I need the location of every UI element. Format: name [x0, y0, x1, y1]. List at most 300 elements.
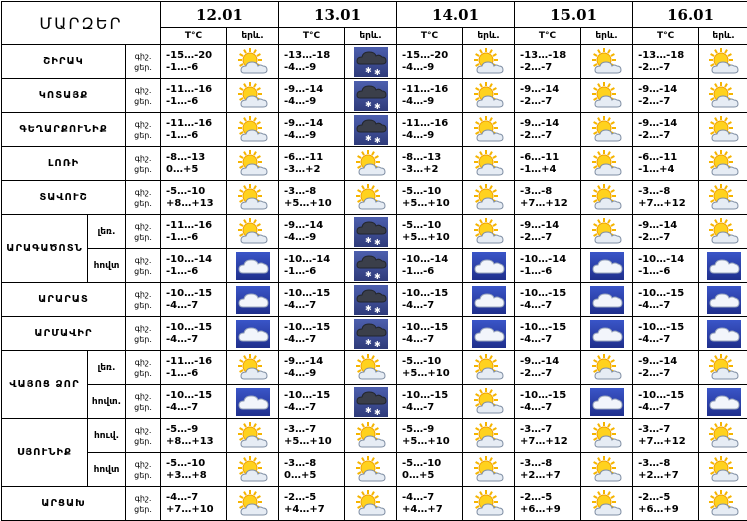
day-temperature: +7…+12: [638, 198, 686, 209]
sun-cloud-icon: [227, 82, 278, 110]
day-label: ցեր.: [134, 233, 152, 242]
night-temperature: -5…-10: [402, 186, 441, 197]
temperature-cell: [633, 181, 699, 215]
day-temperature: -4…-7: [166, 402, 198, 413]
night-temperature: -3…-8: [520, 186, 552, 197]
time-of-day: [126, 79, 161, 113]
night-temperature: -10…-15: [520, 322, 566, 333]
temperature-cell: [633, 249, 699, 283]
temperature-cell: [279, 453, 345, 487]
temperature-cell: [515, 487, 581, 521]
snow-cloud-icon: [345, 251, 396, 281]
temperature-cell: [515, 113, 581, 147]
night-temperature: -11…-16: [402, 118, 448, 129]
day-label: ցեր.: [134, 165, 152, 174]
weather-cell: [699, 351, 747, 385]
temperature-cell: [515, 249, 581, 283]
night-temperature: -5…-10: [402, 458, 441, 469]
table-row: [2, 113, 747, 147]
day-label: ցեր.: [134, 403, 152, 412]
day-temperature: -2…-7: [520, 96, 552, 107]
temperature-cell: [515, 283, 581, 317]
temperature-cell: [161, 419, 227, 453]
svg-text:✱: ✱: [374, 340, 381, 349]
subregion-name: հուվ.: [88, 419, 126, 453]
day-temperature: -4…-9: [284, 232, 316, 243]
region-name: ԱՐԱՐԱՏ: [2, 283, 126, 317]
subregion-name: հովտ: [88, 249, 126, 283]
day-temperature: +2…+7: [520, 470, 561, 481]
weather-cell: [345, 45, 397, 79]
weather-cell: [345, 317, 397, 351]
night-label: գիշ.: [135, 392, 152, 401]
sun-cloud-icon: [581, 48, 632, 76]
sun-cloud-icon: [699, 456, 747, 484]
phenomenon-header: երև.: [699, 28, 747, 45]
temperature-cell: [397, 147, 463, 181]
day-temperature: -1…+4: [520, 164, 556, 175]
region-name: ՏԱՎՈՒՇ: [2, 181, 126, 215]
subregion-name: լեռ.: [88, 351, 126, 385]
night-temperature: -10…-15: [166, 390, 212, 401]
table-row: [2, 147, 747, 181]
day-temperature: 0…+5: [284, 470, 316, 481]
table-row: [2, 487, 747, 521]
region-name: ՇԻՐԱԿ: [2, 45, 126, 79]
temperature-cell: [633, 283, 699, 317]
weather-cell: [581, 283, 633, 317]
night-temperature: -13…-18: [284, 50, 330, 61]
night-label: գիշ.: [135, 52, 152, 61]
cloud-icon: [227, 388, 278, 416]
weather-cell: [581, 453, 633, 487]
temperature-cell: [515, 45, 581, 79]
night-label: գիշ.: [135, 120, 152, 129]
temperature-cell: [279, 45, 345, 79]
temperature-cell: [161, 351, 227, 385]
weather-cell: [699, 147, 747, 181]
sun-cloud-icon: [699, 150, 747, 178]
night-temperature: -4…-7: [166, 492, 198, 503]
snow-cloud-icon: [345, 387, 396, 417]
night-temperature: -5…-10: [402, 356, 441, 367]
phenomenon-header: երև.: [345, 28, 397, 45]
date-header-row: [2, 2, 747, 28]
weather-cell: [699, 385, 747, 419]
temperature-header: T°C: [397, 28, 463, 45]
night-temperature: -3…-8: [520, 458, 552, 469]
day-temperature: +5…+10: [402, 436, 450, 447]
temperature-cell: [161, 487, 227, 521]
temperature-cell: [515, 147, 581, 181]
sun-cloud-icon: [463, 116, 514, 144]
table-row: [2, 453, 747, 487]
night-temperature: -10…-15: [284, 390, 330, 401]
weather-cell: [227, 351, 279, 385]
night-temperature: -11…-16: [166, 220, 212, 231]
night-temperature: -11…-16: [166, 84, 212, 95]
night-temperature: -2…-5: [284, 492, 316, 503]
cloud-icon: [699, 388, 747, 416]
cloud-icon: [227, 320, 278, 348]
night-label: գիշ.: [135, 324, 152, 333]
region-name: ԱՐՑԱԽ: [2, 487, 126, 521]
weather-cell: [227, 249, 279, 283]
sun-cloud-icon: [463, 490, 514, 518]
night-temperature: -10…-15: [520, 288, 566, 299]
svg-text:✱: ✱: [365, 134, 372, 143]
day-temperature: +4…+7: [284, 504, 325, 515]
day-temperature: -1…-6: [402, 266, 434, 277]
weather-cell: [345, 181, 397, 215]
weather-cell: [581, 419, 633, 453]
time-of-day: [126, 147, 161, 181]
day-temperature: -1…-6: [638, 266, 670, 277]
night-temperature: -10…-15: [284, 288, 330, 299]
day-temperature: +5…+10: [284, 436, 332, 447]
sun-cloud-icon: [581, 354, 632, 382]
table-row: [2, 385, 747, 419]
subregion-name: հովտ.: [88, 385, 126, 419]
night-temperature: -9…-14: [284, 220, 323, 231]
region-name: ԱՐԱԳԱԾՈՏՆ: [2, 215, 88, 283]
time-of-day: [126, 453, 161, 487]
weather-cell: [581, 113, 633, 147]
night-temperature: -5…-9: [402, 424, 434, 435]
day-temperature: +7…+12: [520, 198, 568, 209]
sun-cloud-icon: [463, 354, 514, 382]
day-label: ցեր.: [134, 301, 152, 310]
temperature-cell: [397, 249, 463, 283]
weather-cell: [581, 45, 633, 79]
temperature-cell: [161, 317, 227, 351]
cloud-icon: [463, 252, 514, 280]
time-of-day: [126, 385, 161, 419]
sun-cloud-icon: [699, 354, 747, 382]
snow-cloud-icon: [345, 217, 396, 247]
day-temperature: -1…-6: [166, 368, 198, 379]
weather-cell: [463, 147, 515, 181]
weather-cell: [345, 351, 397, 385]
region-name: ՍՅՈՒՆԻՔ: [2, 419, 88, 487]
region-name: ԼՈՌԻ: [2, 147, 126, 181]
night-temperature: -2…-5: [638, 492, 670, 503]
weather-cell: [227, 79, 279, 113]
sun-cloud-icon: [581, 490, 632, 518]
temperature-cell: [515, 317, 581, 351]
day-temperature: -2…-7: [638, 232, 670, 243]
night-temperature: -10…-15: [402, 390, 448, 401]
temperature-cell: [397, 351, 463, 385]
day-temperature: -4…-9: [284, 96, 316, 107]
temperature-cell: [161, 283, 227, 317]
sun-cloud-icon: [463, 422, 514, 450]
weather-cell: [699, 79, 747, 113]
day-temperature: -4…-7: [638, 300, 670, 311]
time-of-day: [126, 283, 161, 317]
day-temperature: -4…-7: [166, 334, 198, 345]
cloud-icon: [699, 320, 747, 348]
weather-cell: [345, 79, 397, 113]
date-header: 16.01: [633, 2, 747, 28]
table-row: [2, 181, 747, 215]
temperature-header: T°C: [633, 28, 699, 45]
temperature-cell: [279, 385, 345, 419]
day-temperature: +7…+10: [166, 504, 214, 515]
sun-cloud-icon: [345, 490, 396, 518]
weather-cell: [345, 113, 397, 147]
sun-cloud-icon: [581, 218, 632, 246]
weather-cell: [581, 147, 633, 181]
night-label: գիշ.: [135, 494, 152, 503]
weather-cell: [345, 283, 397, 317]
night-label: գիշ.: [135, 86, 152, 95]
weather-cell: [463, 215, 515, 249]
day-temperature: -4…-7: [402, 334, 434, 345]
cloud-icon: [581, 388, 632, 416]
region-name: ԱՐՄԱՎԻՐ: [2, 317, 126, 351]
weather-cell: [699, 215, 747, 249]
sun-cloud-icon: [345, 184, 396, 212]
temperature-cell: [161, 79, 227, 113]
sun-cloud-icon: [227, 184, 278, 212]
temperature-cell: [515, 419, 581, 453]
temperature-cell: [397, 283, 463, 317]
night-temperature: -15…-20: [402, 50, 448, 61]
night-temperature: -5…-10: [402, 220, 441, 231]
weather-cell: [227, 215, 279, 249]
weather-cell: [463, 79, 515, 113]
sun-cloud-icon: [463, 184, 514, 212]
day-temperature: -2…-7: [638, 96, 670, 107]
day-temperature: +6…+9: [638, 504, 679, 515]
day-temperature: -4…-9: [402, 130, 434, 141]
day-temperature: -4…-7: [402, 300, 434, 311]
weather-cell: [227, 419, 279, 453]
weather-cell: [463, 351, 515, 385]
night-temperature: -9…-14: [284, 356, 323, 367]
night-label: գիշ.: [135, 426, 152, 435]
weather-cell: [345, 453, 397, 487]
day-temperature: -1…-6: [166, 62, 198, 73]
sun-cloud-icon: [581, 150, 632, 178]
temperature-cell: [633, 317, 699, 351]
sun-cloud-icon: [227, 218, 278, 246]
svg-text:✱: ✱: [365, 338, 372, 347]
weather-cell: [699, 113, 747, 147]
sun-cloud-icon: [699, 116, 747, 144]
weather-cell: [699, 45, 747, 79]
night-temperature: -8…-13: [402, 152, 441, 163]
temperature-cell: [279, 79, 345, 113]
day-temperature: +5…+10: [402, 232, 450, 243]
cloud-icon: [581, 320, 632, 348]
temperature-cell: [633, 79, 699, 113]
svg-text:✱: ✱: [374, 408, 381, 417]
time-of-day: [126, 215, 161, 249]
temperature-cell: [633, 351, 699, 385]
temperature-cell: [279, 215, 345, 249]
subregion-name: լեռ.: [88, 215, 126, 249]
temperature-cell: [633, 419, 699, 453]
day-temperature: -3…+2: [402, 164, 438, 175]
weather-cell: [463, 45, 515, 79]
svg-text:✱: ✱: [374, 238, 381, 247]
date-header: 15.01: [515, 2, 633, 28]
forecast-table: [1, 1, 747, 521]
cloud-icon: [463, 320, 514, 348]
weather-cell: [227, 487, 279, 521]
night-temperature: -5…-10: [166, 186, 205, 197]
sun-cloud-icon: [581, 456, 632, 484]
temperature-cell: [279, 283, 345, 317]
sun-cloud-icon: [699, 490, 747, 518]
day-temperature: -4…-7: [402, 402, 434, 413]
temperature-cell: [161, 113, 227, 147]
weather-cell: [699, 249, 747, 283]
weather-cell: [699, 487, 747, 521]
date-header: 14.01: [397, 2, 515, 28]
weather-cell: [227, 45, 279, 79]
night-temperature: -9…-14: [284, 84, 323, 95]
svg-text:✱: ✱: [365, 66, 372, 75]
day-temperature: -4…-7: [520, 334, 552, 345]
temperature-cell: [633, 45, 699, 79]
night-temperature: -10…-15: [520, 390, 566, 401]
temperature-cell: [633, 385, 699, 419]
cloud-icon: [699, 286, 747, 314]
svg-text:✱: ✱: [374, 272, 381, 281]
time-of-day: [126, 419, 161, 453]
temperature-cell: [633, 147, 699, 181]
day-temperature: -4…-7: [284, 300, 316, 311]
temperature-cell: [161, 453, 227, 487]
weather-cell: [581, 181, 633, 215]
table-row: [2, 45, 747, 79]
weather-cell: [227, 283, 279, 317]
night-temperature: -9…-14: [638, 84, 677, 95]
night-temperature: -9…-14: [520, 356, 559, 367]
night-temperature: -10…-14: [402, 254, 448, 265]
weather-cell: [227, 317, 279, 351]
sun-cloud-icon: [345, 150, 396, 178]
time-of-day: [126, 317, 161, 351]
day-temperature: -4…-7: [284, 334, 316, 345]
weather-cell: [463, 385, 515, 419]
weather-cell: [227, 385, 279, 419]
temperature-cell: [397, 419, 463, 453]
sun-cloud-icon: [581, 422, 632, 450]
temperature-cell: [397, 45, 463, 79]
day-label: ցեր.: [134, 471, 152, 480]
svg-text:✱: ✱: [374, 136, 381, 145]
weather-cell: [463, 113, 515, 147]
weather-cell: [463, 181, 515, 215]
sun-cloud-icon: [581, 184, 632, 212]
time-of-day: [126, 249, 161, 283]
region-name: ՎԱՅՈՑ ՁՈՐ: [2, 351, 88, 419]
weather-cell: [463, 249, 515, 283]
sun-cloud-icon: [463, 48, 514, 76]
day-temperature: -2…-7: [638, 62, 670, 73]
weather-cell: [345, 487, 397, 521]
day-temperature: -4…-7: [166, 300, 198, 311]
date-header: 12.01: [161, 2, 279, 28]
day-temperature: +7…+12: [520, 436, 568, 447]
weather-cell: [581, 317, 633, 351]
table-row: [2, 215, 747, 249]
temperature-cell: [279, 317, 345, 351]
table-row: [2, 317, 747, 351]
svg-text:✱: ✱: [374, 102, 381, 111]
night-temperature: -5…-10: [166, 458, 205, 469]
temperature-cell: [279, 351, 345, 385]
weather-cell: [227, 113, 279, 147]
day-temperature: -1…-6: [284, 266, 316, 277]
night-temperature: -6…-11: [638, 152, 677, 163]
night-temperature: -4…-7: [402, 492, 434, 503]
temperature-cell: [397, 385, 463, 419]
weather-cell: [463, 487, 515, 521]
weather-cell: [463, 453, 515, 487]
temperature-cell: [633, 453, 699, 487]
temperature-cell: [397, 487, 463, 521]
cloud-icon: [463, 286, 514, 314]
temperature-cell: [515, 181, 581, 215]
sun-cloud-icon: [699, 184, 747, 212]
night-temperature: -3…-7: [284, 424, 316, 435]
sun-cloud-icon: [345, 422, 396, 450]
time-of-day: [126, 45, 161, 79]
temperature-cell: [397, 181, 463, 215]
table-row: [2, 419, 747, 453]
day-temperature: -1…+4: [638, 164, 674, 175]
night-temperature: -9…-14: [638, 356, 677, 367]
temperature-cell: [397, 113, 463, 147]
temperature-cell: [161, 249, 227, 283]
night-temperature: -13…-18: [638, 50, 684, 61]
day-temperature: -2…-7: [520, 232, 552, 243]
day-temperature: -3…+2: [284, 164, 320, 175]
svg-text:✱: ✱: [365, 406, 372, 415]
table-row: [2, 351, 747, 385]
sun-cloud-icon: [699, 82, 747, 110]
day-temperature: -1…-6: [166, 96, 198, 107]
night-label: գիշ.: [135, 154, 152, 163]
sun-cloud-icon: [227, 456, 278, 484]
night-temperature: -11…-16: [166, 356, 212, 367]
night-temperature: -3…-7: [520, 424, 552, 435]
day-label: ցեր.: [134, 335, 152, 344]
night-temperature: -3…-8: [284, 186, 316, 197]
weather-cell: [699, 453, 747, 487]
weather-cell: [345, 215, 397, 249]
night-label: գիշ.: [135, 256, 152, 265]
night-temperature: -9…-14: [520, 84, 559, 95]
sun-cloud-icon: [227, 354, 278, 382]
temperature-cell: [515, 215, 581, 249]
day-temperature: -2…-7: [638, 368, 670, 379]
night-temperature: -10…-15: [402, 322, 448, 333]
night-temperature: -10…-15: [638, 288, 684, 299]
night-temperature: -9…-14: [520, 118, 559, 129]
night-temperature: -6…-11: [520, 152, 559, 163]
day-label: ցեր.: [134, 505, 152, 514]
day-temperature: -4…-9: [402, 96, 434, 107]
date-header: 13.01: [279, 2, 397, 28]
temperature-cell: [397, 79, 463, 113]
day-temperature: -4…-7: [284, 402, 316, 413]
